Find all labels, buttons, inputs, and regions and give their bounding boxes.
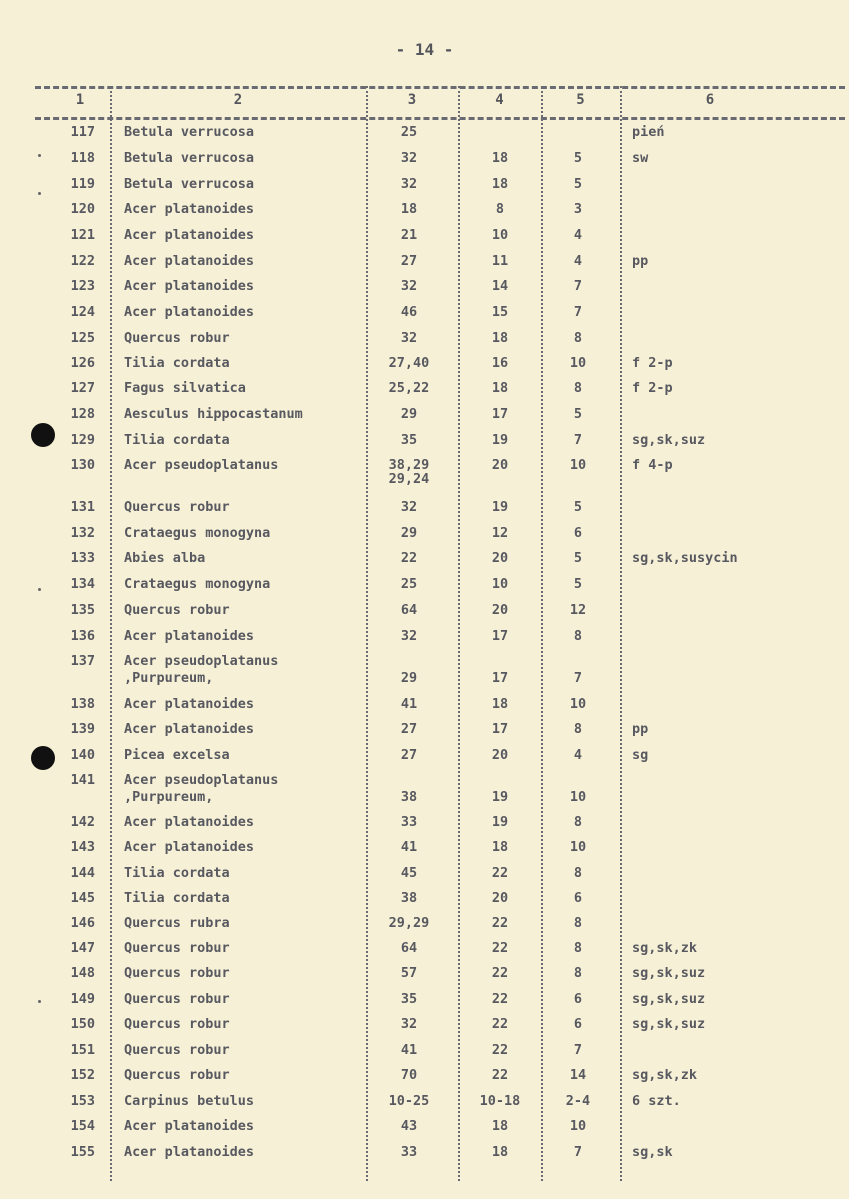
- species-name: Quercus robur: [124, 602, 230, 618]
- table-row: [0, 721, 849, 747]
- species-name: Carpinus betulus: [124, 1093, 255, 1109]
- table-row: [0, 1093, 849, 1119]
- column-3-value: 32: [400, 1016, 418, 1032]
- row-number: 129: [70, 432, 95, 448]
- column-3-value-second-line: 29,24: [388, 471, 430, 487]
- row-number: 123: [70, 278, 95, 294]
- remarks: f 2-p: [632, 355, 673, 371]
- remarks: sg,sk,suz: [632, 432, 706, 448]
- header-top-rule: [35, 86, 845, 89]
- column-3-value: 32: [400, 278, 418, 294]
- column-4-value: 12: [491, 525, 509, 541]
- table-row: [0, 991, 849, 1017]
- row-number: 128: [70, 406, 95, 422]
- column-3-value: 27,40: [388, 355, 430, 371]
- species-name: Betula verrucosa: [124, 124, 255, 140]
- remarks: pp: [632, 253, 649, 269]
- remarks: f 4-p: [632, 457, 673, 473]
- column-header-6: 6: [705, 92, 715, 108]
- row-number: 126: [70, 355, 95, 371]
- table-row: [0, 457, 849, 487]
- column-header-4: 4: [495, 92, 504, 108]
- species-name: Acer platanoides: [124, 1118, 255, 1134]
- column-5-value: 7: [573, 278, 583, 294]
- species-name: Acer platanoides: [124, 721, 255, 737]
- column-4-value: 18: [491, 150, 509, 166]
- column-4-value: 15: [491, 304, 509, 320]
- column-5-value: 5: [573, 576, 583, 592]
- table-row: [0, 653, 849, 686]
- column-4-value: 20: [491, 550, 509, 566]
- row-number: 120: [70, 201, 95, 217]
- species-name: Aesculus hippocastanum: [124, 406, 303, 422]
- row-number: 142: [70, 814, 95, 830]
- species-name: Acer pseudoplatanus: [124, 772, 279, 788]
- column-5-value: 8: [573, 628, 583, 644]
- table-row: [0, 304, 849, 330]
- column-4-value: 22: [491, 1016, 509, 1032]
- row-number: 140: [70, 747, 95, 763]
- column-4-value: 22: [491, 940, 509, 956]
- column-5-value: 6: [573, 890, 583, 906]
- column-5-value: 10: [569, 457, 587, 473]
- row-number: 127: [70, 380, 95, 396]
- column-4-value: 22: [491, 1042, 509, 1058]
- table-row: [0, 1042, 849, 1068]
- column-5-value: 10: [569, 696, 587, 712]
- column-5-value: 6: [573, 991, 583, 1007]
- column-3-value: 41: [400, 696, 418, 712]
- column-4-value: 17: [491, 721, 509, 737]
- species-name: Acer pseudoplatanus: [124, 457, 279, 473]
- row-number: 124: [70, 304, 95, 320]
- row-number: 138: [70, 696, 95, 712]
- column-4-value: 18: [491, 380, 509, 396]
- column-3-value: 25: [400, 576, 418, 592]
- column-3-value: 25: [400, 124, 418, 140]
- table-row: [0, 1016, 849, 1042]
- species-name: Tilia cordata: [124, 355, 230, 371]
- row-number: 150: [70, 1016, 95, 1032]
- table-row: [0, 1067, 849, 1093]
- column-header-3: 3: [407, 92, 417, 108]
- column-3-value: 38: [400, 890, 418, 906]
- column-3-value: 32: [400, 628, 418, 644]
- table-row: [0, 772, 849, 805]
- remarks: sg,sk,zk: [632, 940, 698, 956]
- column-4-value: 18: [491, 176, 509, 192]
- column-5-value: 10: [569, 1118, 587, 1134]
- column-5-value: 6: [573, 525, 583, 541]
- species-name: Acer platanoides: [124, 227, 255, 243]
- column-3-value: 10-25: [388, 1093, 430, 1109]
- table-row: [0, 525, 849, 551]
- table-row: [0, 696, 849, 722]
- column-4-value: 22: [491, 991, 509, 1007]
- column-5-value: 10: [569, 789, 587, 805]
- table-row: [0, 380, 849, 406]
- column-4-value: 17: [491, 406, 509, 422]
- row-number: 155: [70, 1144, 95, 1160]
- column-4-value: 22: [491, 865, 509, 881]
- column-3-value: 21: [400, 227, 418, 243]
- header-bottom-rule: [35, 117, 845, 120]
- species-name: Quercus rubra: [124, 915, 230, 931]
- row-number: 149: [70, 991, 95, 1007]
- species-name: Crataegus monogyna: [124, 576, 271, 592]
- table-row: [0, 176, 849, 202]
- cultivar-name: ,Purpureum,: [124, 789, 214, 805]
- remarks: sg: [632, 747, 649, 763]
- column-3-value: 29: [400, 670, 418, 686]
- table-row: [0, 747, 849, 773]
- column-3-value: 27: [400, 747, 418, 763]
- column-3-value: 35: [400, 991, 418, 1007]
- column-5-value: 7: [573, 1042, 583, 1058]
- table-row: [0, 550, 849, 576]
- species-name: Acer platanoides: [124, 278, 255, 294]
- column-4-value: 18: [491, 330, 509, 346]
- column-5-value: 5: [573, 176, 583, 192]
- column-3-value: 33: [400, 1144, 418, 1160]
- column-3-value: 27: [400, 253, 418, 269]
- row-number: 146: [70, 915, 95, 931]
- species-name: Acer platanoides: [124, 201, 255, 217]
- column-5-value: 8: [573, 721, 583, 737]
- row-number: 136: [70, 628, 95, 644]
- species-name: Tilia cordata: [124, 432, 230, 448]
- remarks: f 2-p: [632, 380, 673, 396]
- row-number: 130: [70, 457, 95, 473]
- species-name: Betula verrucosa: [124, 150, 255, 166]
- column-3-value: 29,29: [388, 915, 430, 931]
- species-name: Quercus robur: [124, 940, 230, 956]
- column-5-value: 8: [573, 330, 583, 346]
- column-4-value: 16: [491, 355, 509, 371]
- row-number: 132: [70, 525, 95, 541]
- row-number: 151: [70, 1042, 95, 1058]
- column-3-value: 35: [400, 432, 418, 448]
- row-number: 125: [70, 330, 95, 346]
- column-3-value: 64: [400, 940, 418, 956]
- row-number: 134: [70, 576, 95, 592]
- table-row: [0, 355, 849, 381]
- species-name: Acer platanoides: [124, 839, 255, 855]
- column-4-value: 19: [491, 814, 509, 830]
- column-4-value: 20: [491, 602, 509, 618]
- column-5-value: 5: [573, 550, 583, 566]
- table-row: [0, 965, 849, 991]
- remarks: sg,sk,suz: [632, 1016, 706, 1032]
- table-row: [0, 150, 849, 176]
- species-name: Acer pseudoplatanus: [124, 653, 279, 669]
- species-name: Acer platanoides: [124, 628, 255, 644]
- row-number: 148: [70, 965, 95, 981]
- row-number: 152: [70, 1067, 95, 1083]
- row-number: 119: [70, 176, 95, 192]
- table-row: [0, 940, 849, 966]
- column-4-value: 19: [491, 499, 509, 515]
- remarks: sg,sk,suz: [632, 965, 706, 981]
- row-number: 144: [70, 865, 95, 881]
- column-3-value: 32: [400, 330, 418, 346]
- row-number: 153: [70, 1093, 95, 1109]
- row-number: 141: [70, 772, 95, 788]
- column-3-value: 32: [400, 150, 418, 166]
- column-4-value: 11: [491, 253, 509, 269]
- species-name: Quercus robur: [124, 965, 230, 981]
- table-row: [0, 330, 849, 356]
- row-number: 118: [70, 150, 95, 166]
- table-row: [0, 1144, 849, 1170]
- column-3-value: 64: [400, 602, 418, 618]
- column-4-value: 19: [491, 432, 509, 448]
- species-name: Acer platanoides: [124, 696, 255, 712]
- column-3-value: 38: [400, 789, 418, 805]
- table-row: [0, 406, 849, 432]
- column-4-value: 18: [491, 696, 509, 712]
- species-name: Quercus robur: [124, 1016, 230, 1032]
- column-3-value: 57: [400, 965, 418, 981]
- row-number: 139: [70, 721, 95, 737]
- row-number: 143: [70, 839, 95, 855]
- column-3-value: 29: [400, 406, 418, 422]
- column-5-value: 4: [573, 253, 583, 269]
- column-4-value: 22: [491, 1067, 509, 1083]
- table-row: [0, 253, 849, 279]
- row-number: 131: [70, 499, 95, 515]
- column-5-value: 4: [573, 227, 583, 243]
- row-number: 121: [70, 227, 95, 243]
- column-4-value: 20: [491, 457, 509, 473]
- table-row: [0, 839, 849, 865]
- column-4-value: 10-18: [479, 1093, 521, 1109]
- column-5-value: 7: [573, 432, 583, 448]
- species-name: Acer platanoides: [124, 814, 255, 830]
- column-5-value: 8: [573, 380, 583, 396]
- species-name: Fagus silvatica: [124, 380, 246, 396]
- table-row: [0, 602, 849, 628]
- remarks: sg,sk: [632, 1144, 673, 1160]
- column-5-value: 4: [573, 747, 583, 763]
- row-number: 117: [70, 124, 95, 140]
- species-name: Acer platanoides: [124, 1144, 255, 1160]
- column-5-value: 14: [569, 1067, 587, 1083]
- remarks: sg,sk,zk: [632, 1067, 698, 1083]
- column-3-value: 46: [400, 304, 418, 320]
- remarks: 6 szt.: [632, 1093, 681, 1109]
- column-5-value: 8: [573, 865, 583, 881]
- table-row: [0, 227, 849, 253]
- column-4-value: 10: [491, 576, 509, 592]
- column-5-value: 10: [569, 355, 587, 371]
- column-4-value: 18: [491, 1144, 509, 1160]
- column-4-value: 17: [491, 670, 509, 686]
- column-4-value: 19: [491, 789, 509, 805]
- column-4-value: 18: [491, 1118, 509, 1134]
- column-header-5: 5: [576, 92, 585, 108]
- species-name: Tilia cordata: [124, 865, 230, 881]
- species-name: Quercus robur: [124, 330, 230, 346]
- column-4-value: 20: [491, 890, 509, 906]
- column-5-value: 5: [573, 406, 583, 422]
- species-name: Acer platanoides: [124, 304, 255, 320]
- species-name: Betula verrucosa: [124, 176, 255, 192]
- column-5-value: 10: [569, 839, 587, 855]
- column-3-value: 45: [400, 865, 418, 881]
- column-5-value: 8: [573, 814, 583, 830]
- column-5-value: 2-4: [565, 1093, 591, 1109]
- column-5-value: 7: [573, 670, 583, 686]
- remarks: sg,sk,suz: [632, 991, 706, 1007]
- column-header-2: 2: [233, 92, 243, 108]
- table-row: [0, 124, 849, 150]
- row-number: 145: [70, 890, 95, 906]
- row-number: 154: [70, 1118, 95, 1134]
- column-3-value: 41: [400, 839, 418, 855]
- table-row: [0, 865, 849, 891]
- column-4-value: 22: [491, 915, 509, 931]
- column-3-value: 41: [400, 1042, 418, 1058]
- table-row: [0, 432, 849, 458]
- row-number: 137: [70, 653, 95, 669]
- table-row: [0, 499, 849, 525]
- table-row: [0, 915, 849, 941]
- species-name: Crataegus monogyna: [124, 525, 271, 541]
- row-number: 135: [70, 602, 95, 618]
- remarks: pień: [632, 124, 665, 140]
- column-5-value: 8: [573, 940, 583, 956]
- column-5-value: 12: [569, 602, 587, 618]
- row-number: 133: [70, 550, 95, 566]
- species-name: Quercus robur: [124, 991, 230, 1007]
- column-4-value: 20: [491, 747, 509, 763]
- species-name: Tilia cordata: [124, 890, 230, 906]
- column-5-value: 7: [573, 304, 583, 320]
- column-5-value: 3: [573, 201, 583, 217]
- column-3-value: 43: [400, 1118, 418, 1134]
- column-4-value: 17: [491, 628, 509, 644]
- column-3-value: 32: [400, 176, 418, 192]
- column-5-value: 5: [573, 499, 583, 515]
- column-3-value: 70: [400, 1067, 418, 1083]
- table-row: [0, 576, 849, 602]
- column-3-value: 25,22: [388, 380, 430, 396]
- table-row: [0, 278, 849, 304]
- column-3-value: 33: [400, 814, 418, 830]
- species-name: Quercus robur: [124, 499, 230, 515]
- column-4-value: 14: [491, 278, 509, 294]
- species-name: Picea excelsa: [124, 747, 230, 763]
- column-header-1: 1: [75, 92, 85, 108]
- column-3-value: 18: [400, 201, 418, 217]
- column-4-value: 18: [491, 839, 509, 855]
- table-row: [0, 628, 849, 654]
- column-3-value: 32: [400, 499, 418, 515]
- row-number: 147: [70, 940, 95, 956]
- table-row: [0, 890, 849, 916]
- cultivar-name: ,Purpureum,: [124, 670, 214, 686]
- column-5-value: 6: [573, 1016, 583, 1032]
- page-number: - 14 -: [395, 40, 454, 59]
- remarks: pp: [632, 721, 649, 737]
- column-5-value: 5: [573, 150, 583, 166]
- column-3-value: 38,29: [388, 457, 430, 473]
- column-4-value: 10: [491, 227, 509, 243]
- species-name: Quercus robur: [124, 1067, 230, 1083]
- remarks: sw: [632, 150, 649, 166]
- column-5-value: 8: [573, 915, 583, 931]
- remarks: sg,sk,susycin: [632, 550, 738, 566]
- table-row: [0, 1118, 849, 1144]
- column-3-value: 22: [400, 550, 418, 566]
- table-row: [0, 201, 849, 227]
- table-row: [0, 814, 849, 840]
- species-name: Acer platanoides: [124, 253, 255, 269]
- column-4-value: 22: [491, 965, 509, 981]
- column-3-value: 27: [400, 721, 418, 737]
- species-name: Abies alba: [124, 550, 206, 566]
- column-4-value: 8: [495, 201, 505, 217]
- column-5-value: 7: [573, 1144, 583, 1160]
- column-5-value: 8: [573, 965, 583, 981]
- row-number: 122: [70, 253, 95, 269]
- column-3-value: 29: [400, 525, 418, 541]
- species-name: Quercus robur: [124, 1042, 230, 1058]
